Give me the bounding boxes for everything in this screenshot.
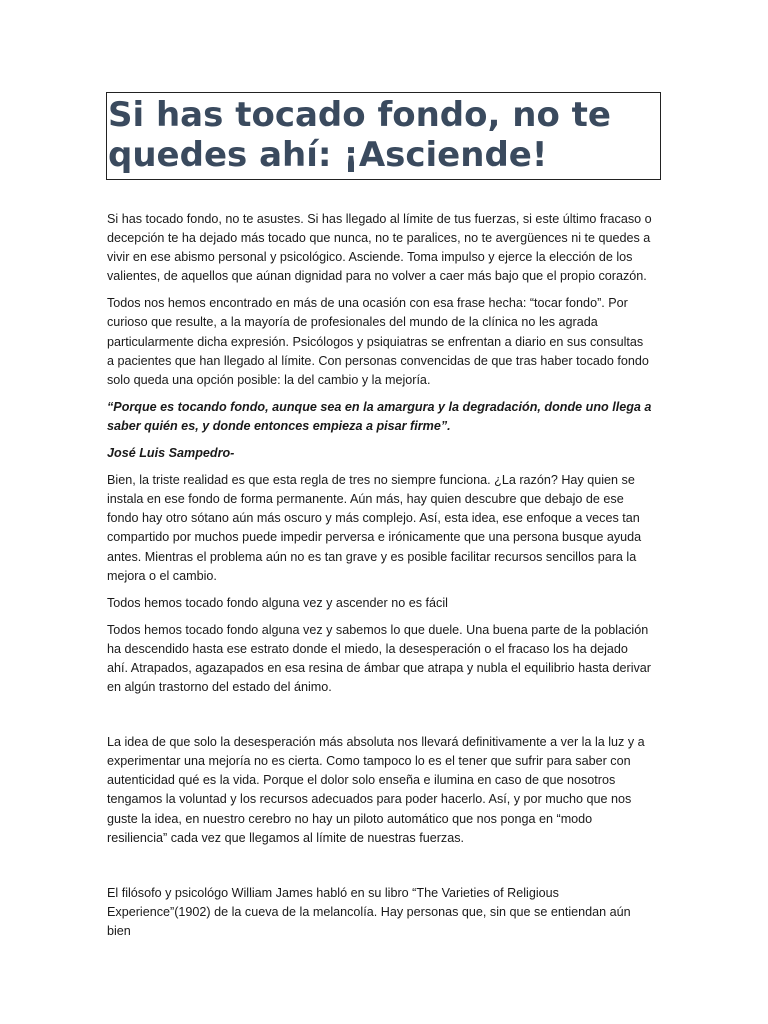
paragraph-sabemos-lo-que-duele: Todos hemos tocado fondo alguna vez y sabemos lo que duele. Una buena parte de la población ha descendido hasta ese estrato donde el miedo, la desesperación o el fracaso los ha dejado ahí. Atrapados, agazapados en esa resina de ámbar que atrapa y nubla el equilibrio hasta derivar en algún trastorno del estado del ánimo. [107,622,651,695]
section-subheading: Todos hemos tocado fondo alguna vez y ascender no es fácil [107,595,448,610]
paragraph-gap [107,436,652,444]
paragraph-gap [107,586,652,594]
paragraph-william-james: El filósofo y psicológo William James habló en su libro “The Varieties of Religious Experience”(1902) de la cueva de la melancolía. Hay personas que, sin que se entiendan aún bien [107,885,631,938]
paragraph-gap-large [107,848,652,884]
page-title: Si has tocado fondo, no te quedes ahí: ¡Asciende! [108,95,611,175]
article-body [107,210,652,941]
paragraph-gap [107,613,652,621]
paragraph-gap [107,390,652,398]
paragraph-intro: Si has tocado fondo, no te asustes. Si has llegado al límite de tus fuerzas, si este último fracaso o decepción te ha dejado más tocado que nunca, no te paralices, no te avergüences ni te quedes a vivir en ese abismo personal y psicológico. Asciende. Toma impulso y ejerce la elección de los valientes, de aquellos que aúnan dignidad para no volver a caer más bajo que el propio corazón. [107,212,652,284]
title-box [106,92,661,180]
quote-text: “Porque es tocando fondo, aunque sea en la amargura y la degradación, donde uno llega a saber quién es, y donde entonces empieza a pisar firme”. [107,399,652,433]
paragraph-gap [107,463,652,471]
paragraph-gap-large [107,697,652,733]
quote-author: José Luis Sampedro- [107,446,235,461]
paragraph-gap [107,286,652,294]
paragraph-tocar-fondo: Todos nos hemos encontrado en más de una ocasión con esa frase hecha: “tocar fondo”. Por curioso que resulte, a la mayoría de profesionales del mundo de la clínica no les agrada particularmente dicha expresión. Psicólogos y psiquiatras se enfrentan a diario en sus consultas a pacientes que han llegado al límite. Con personas convencidas de que tras haber tocado fondo solo queda una opción posible: la del cambio y la mejoría. [107,296,649,387]
paragraph-desesperacion: La idea de que solo la desesperación más absoluta nos llevará definitivamente a ver la la luz y a experimentar una mejoría no es cierta. Como tampoco lo es el tener que sufrir para saber con autenticidad qué es la vida. Porque el dolor solo enseña e ilumina en caso de que nosotros tengamos la voluntad y los recursos adecuados para poder hacerlo. Así, y por mucho que nos guste la idea, en nuestro cerebro no hay un piloto automático que nos ponga en “modo resiliencia” cada vez que llegamos al límite de nuestras fuerzas. [107,735,645,845]
paragraph-regla-de-tres: Bien, la triste realidad es que esta regla de tres no siempre funciona. ¿La razón? Hay quien se instala en ese fondo de forma permanente. Aún más, hay quien descubre que debajo de ese fondo hay otro sótano aún más oscuro y más complejo. Así, esta idea, ese enfoque a veces tan compartido por muchos puede impedir perversa e irónicamente que una persona busque ayuda antes. Mientras el problema aún no es tan grave y es posible facilitar recursos sencillos para la mejora o el cambio. [107,473,642,583]
